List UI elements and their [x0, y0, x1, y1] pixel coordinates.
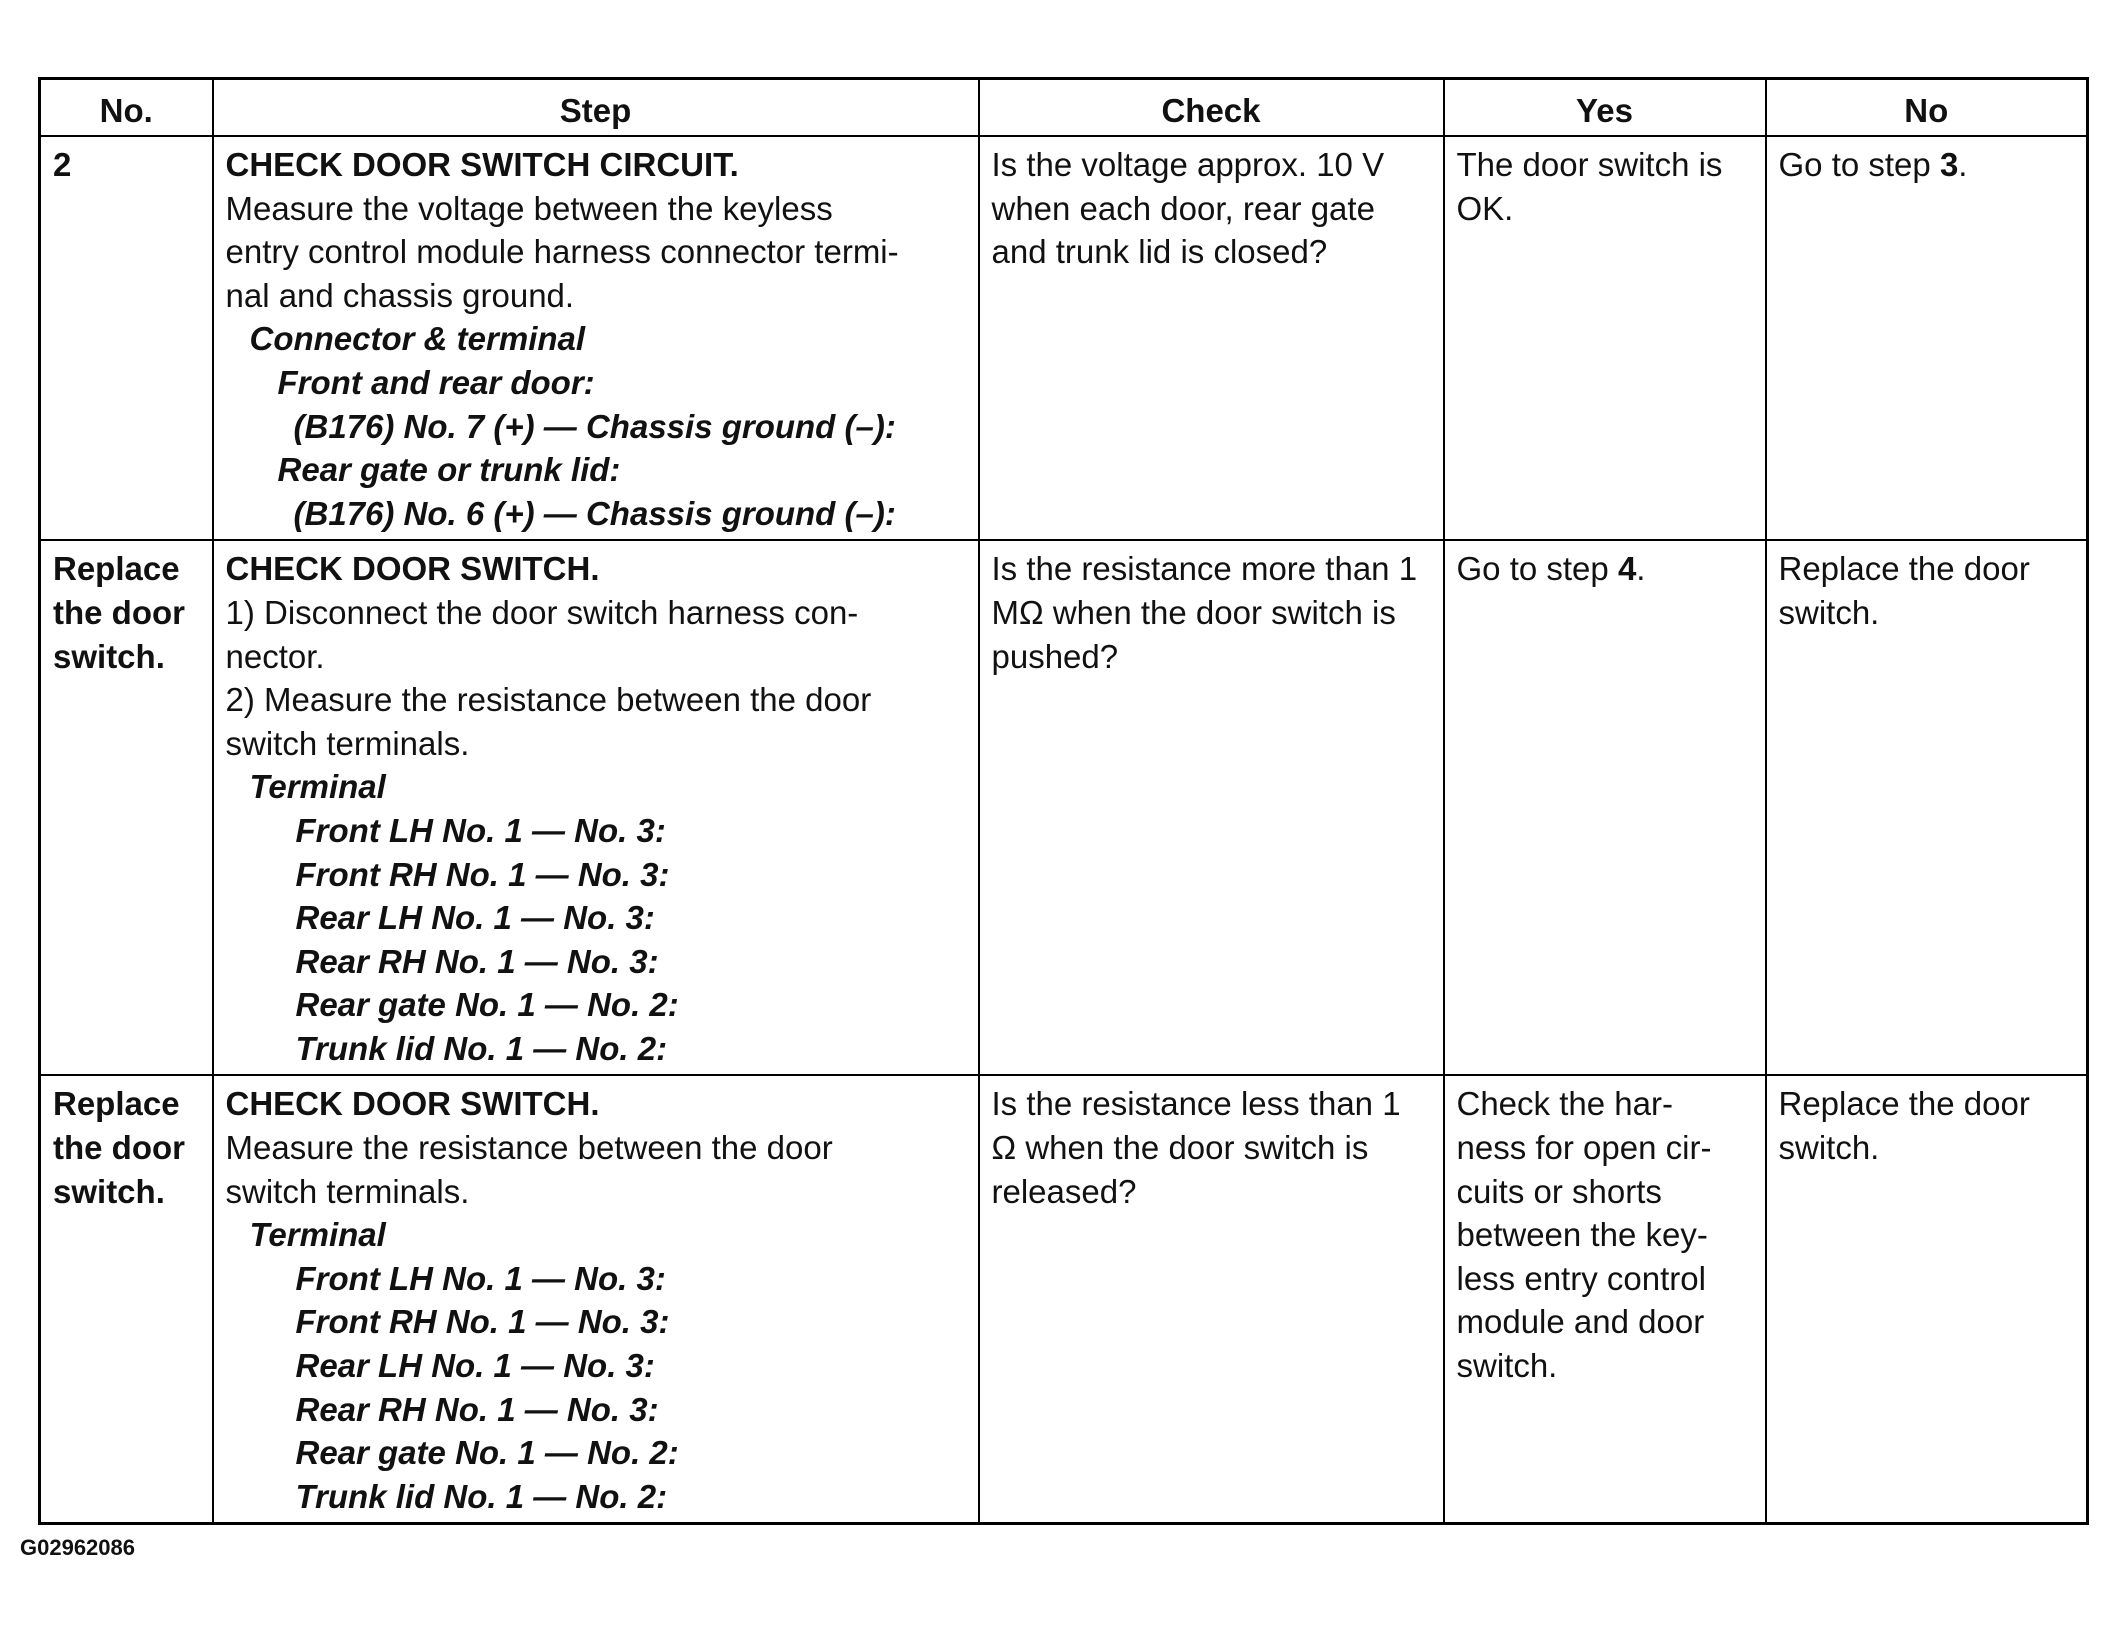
step-text: Measure the resistance between the door: [225, 1129, 833, 1167]
terminal-item: Front RH No. 1 — No. 3:: [295, 1303, 670, 1341]
terminal-item: Rear gate No. 1 — No. 2:: [295, 986, 679, 1024]
table-row: [40, 136, 2088, 540]
step-text: Measure the voltage between the keyless: [225, 189, 833, 227]
terminal-item: Rear RH No. 1 — No. 3:: [295, 942, 659, 980]
next-step-number: 3: [1939, 146, 1959, 183]
yes-text-suffix: .: [1636, 550, 1646, 588]
terminal-item: Trunk lid No. 1 — No. 2:: [295, 1029, 668, 1067]
no-cell: [1766, 136, 2088, 540]
terminal-heading: Terminal: [249, 1216, 386, 1254]
spec-subheading: Front and rear door:: [277, 363, 595, 401]
spec-heading: Connector & terminal: [249, 320, 586, 358]
table-row: [40, 540, 2088, 1075]
step-number: Replace the door switch.: [40, 1075, 213, 1523]
yes-text: switch.: [1456, 1347, 1558, 1385]
spec-value: (B176) No. 7 (+) — Chassis ground (–):: [293, 407, 896, 445]
yes-text: between the key-: [1456, 1216, 1708, 1254]
step-text: entry control module harness connector termi-: [225, 233, 899, 271]
next-step-number: 4: [1617, 550, 1637, 588]
step-cell: [213, 1075, 979, 1523]
terminal-item: Rear LH No. 1 — No. 3:: [295, 1347, 655, 1385]
yes-cell: The door switch is OK.: [1444, 136, 1766, 540]
header-row: [40, 79, 2088, 137]
step-cell: [213, 136, 979, 540]
header-no-result: No: [1766, 79, 2088, 137]
step-cell: [213, 540, 979, 1075]
yes-text: Go to step: [1456, 550, 1618, 588]
no-text-suffix: .: [1958, 146, 1968, 183]
terminal-item: Rear gate No. 1 — No. 2:: [295, 1434, 679, 1472]
step-text: switch terminals.: [225, 724, 470, 762]
step-text: 2) Measure the resistance between the door: [225, 681, 872, 719]
no-cell: Replace the door switch.: [1766, 540, 2088, 1075]
no-text: Go to step: [1778, 146, 1940, 183]
yes-text: Check the har-: [1456, 1085, 1673, 1123]
terminal-item: Rear RH No. 1 — No. 3:: [295, 1390, 659, 1428]
no-cell: Replace the door switch.: [1766, 1075, 2088, 1523]
yes-text: ness for open cir-: [1456, 1129, 1712, 1167]
step-text: switch terminals.: [225, 1172, 470, 1210]
terminal-item: Front RH No. 1 — No. 3:: [295, 855, 670, 893]
check-cell: Is the resistance more than 1 MΩ when the door switch is pushed?: [979, 540, 1444, 1075]
terminal-item: Rear LH No. 1 — No. 3:: [295, 899, 655, 937]
terminal-item: Front LH No. 1 — No. 3:: [295, 811, 666, 849]
yes-cell: [1444, 540, 1766, 1075]
step-text: nal and chassis ground.: [225, 276, 575, 314]
header-check: Check: [979, 79, 1444, 137]
yes-text: less entry control: [1456, 1259, 1706, 1297]
yes-text: module and door: [1456, 1303, 1705, 1341]
header-yes: Yes: [1444, 79, 1766, 137]
table-row: [40, 1075, 2088, 1523]
terminal-item: Trunk lid No. 1 — No. 2:: [295, 1477, 668, 1515]
figure-id: G02962086: [20, 1535, 135, 1560]
step-title: CHECK DOOR SWITCH.: [225, 550, 600, 588]
spec-value: (B176) No. 6 (+) — Chassis ground (–):: [293, 494, 896, 532]
step-text: nector.: [225, 637, 325, 675]
terminal-item: Front LH No. 1 — No. 3:: [295, 1259, 666, 1297]
yes-text: cuits or shorts: [1456, 1172, 1662, 1210]
check-cell: Is the resistance less than 1 Ω when the door switch is released?: [979, 1075, 1444, 1523]
yes-cell: [1444, 1075, 1766, 1523]
header-no: No.: [40, 79, 213, 137]
step-number: 2: [40, 136, 213, 540]
step-text: 1) Disconnect the door switch harness con-: [225, 593, 859, 631]
spec-subheading: Rear gate or trunk lid:: [277, 451, 621, 489]
step-number: Replace the door switch.: [40, 540, 213, 1075]
step-title: CHECK DOOR SWITCH CIRCUIT.: [225, 146, 739, 183]
diagnosis-table: [38, 77, 2089, 1525]
terminal-heading: Terminal: [249, 768, 386, 806]
check-cell: Is the voltage approx. 10 V when each door, rear gate and trunk lid is closed?: [979, 136, 1444, 540]
header-step: Step: [213, 79, 979, 137]
step-title: CHECK DOOR SWITCH.: [225, 1085, 600, 1123]
